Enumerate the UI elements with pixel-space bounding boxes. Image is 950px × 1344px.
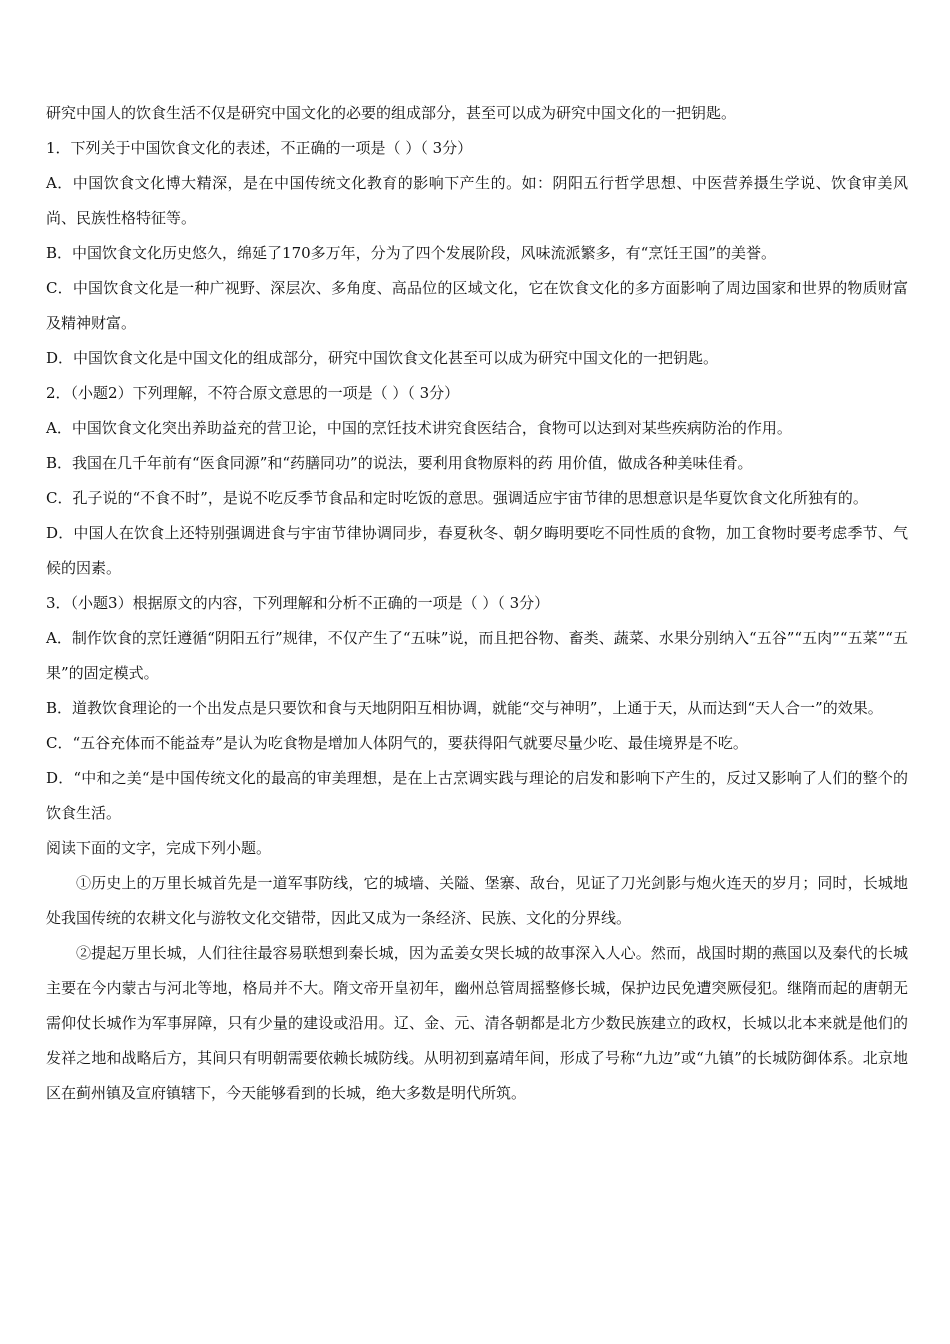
question-2-option-a: A．中国饮食文化突出养助益充的营卫论，中国的烹饪技术讲究食医结合，食物可以达到对某些疾病防治的作用。 bbox=[46, 419, 792, 437]
question-2-stem: 2．（小题2）下列理解，不符合原文意思的一项是（ ）（ 3分） bbox=[46, 384, 460, 402]
question-2-option-c: C．孔子说的“不食不时”，是说不吃反季节食品和定时吃饭的意思。强调适应宇宙节律的思想意识是华夏饮食文化所独有的。 bbox=[46, 489, 868, 507]
intro-text: 研究中国人的饮食生活不仅是研究中国文化的必要的组成部分，甚至可以成为研究中国文化的一把钥匙。 bbox=[46, 104, 737, 122]
question-1-option-a: A．中国饮食文化博大精深，是在中国传统文化教育的影响下产生的。如：阴阳五行哲学思想、中医营养摄生学说、饮食审美风尚、民族性格特征等。 bbox=[46, 174, 908, 227]
reading-instruction: 阅读下面的文字，完成下列小题。 bbox=[46, 839, 272, 857]
question-1-option-d: D．中国饮食文化是中国文化的组成部分，研究中国饮食文化甚至可以成为研究中国文化的一把钥匙。 bbox=[46, 349, 719, 367]
question-3-option-a: A．制作饮食的烹饪遵循“阴阳五行”规律，不仅产生了“五味”说，而且把谷物、畜类、蔬菜、水果分别纳入“五谷”“五肉”“五菜”“五果”的固定模式。 bbox=[46, 629, 908, 682]
passage-paragraph-1: ①历史上的万里长城首先是一道军事防线，它的城墙、关隘、堡寨、敌台，见证了刀光剑影与炮火连天的岁月；同时，长城地处我国传统的农耕文化与游牧文化交错带，因此又成为一条经济、民族、文化的分界线。 bbox=[46, 874, 908, 927]
question-3-stem: 3．（小题3）根据原文的内容，下列理解和分析不正确的一项是（ ）（ 3分） bbox=[46, 594, 550, 612]
question-1-option-b: B．中国饮食文化历史悠久，绵延了170多万年，分为了四个发展阶段，风味流派繁多，有“烹饪王国”的美誉。 bbox=[46, 244, 776, 262]
passage-paragraph-2: ②提起万里长城，人们往往最容易联想到秦长城，因为孟姜女哭长城的故事深入人心。然而，战国时期的燕国以及秦代的长城主要在今内蒙古与河北等地，格局并不大。隋文帝开皇初年，幽州总管周摇整修长城，保护边民免遭突厥侵犯。继隋而起的唐朝无需仰仗长城作为军事屏障，只有少量的建设或沿用。辽、金、元、清各朝都是北方少数民族建立的政权，长城以北本来就是他们的发祥之地和战略后方，其间只有明朝需要依赖长城防线。从明初到嘉靖年间，形成了号称“九边”或“九镇”的长城防御体系。北京地区在蓟州镇及宣府镇辖下，今天能够看到的长城，绝大多数是明代所筑。 bbox=[46, 944, 908, 1102]
question-1-option-c: C．中国饮食文化是一种广视野、深层次、多角度、高品位的区域文化，它在饮食文化的多方面影响了周边国家和世界的物质财富及精神财富。 bbox=[46, 279, 908, 332]
question-1-stem: 1．下列关于中国饮食文化的表述，不正确的一项是（ ）（ 3分） bbox=[46, 139, 473, 157]
question-2-option-d: D．中国人在饮食上还特别强调进食与宇宙节律协调同步，春夏秋冬、朝夕晦明要吃不同性质的食物，加工食物时要考虑季节、气候的因素。 bbox=[46, 524, 908, 577]
document-page bbox=[46, 96, 908, 1111]
question-3-option-b: B．道教饮食理论的一个出发点是只要饮和食与天地阴阳互相协调，就能“交与神明”，上通于天，从而达到“天人合一”的效果。 bbox=[46, 699, 883, 717]
question-3-option-d: D．“中和之美“是中国传统文化的最高的审美理想，是在上古烹调实践与理论的启发和影响下产生的，反过又影响了人们的整个的饮食生活。 bbox=[46, 769, 908, 822]
question-3-option-c: C．“五谷充体而不能益寿”是认为吃食物是增加人体阴气的，要获得阳气就要尽量少吃、最佳境界是不吃。 bbox=[46, 734, 748, 752]
question-2-option-b: B．我国在几千年前有“医食同源”和“药膳同功”的说法，要利用食物原料的药 用价值，做成各种美味佳肴。 bbox=[46, 454, 753, 472]
